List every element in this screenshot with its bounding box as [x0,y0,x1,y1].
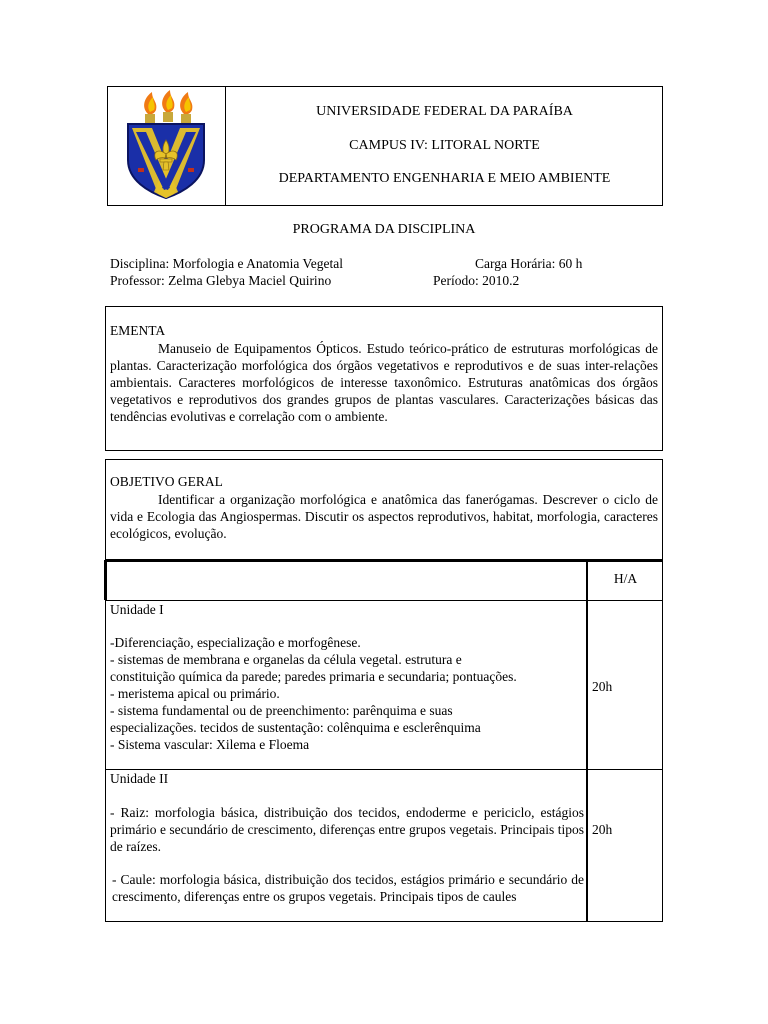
unit1-line: - sistemas de membrana e organelas da célula vegetal. estrutura e [110,652,462,667]
university-name: UNIVERSIDADE FEDERAL DA PARAÍBA [316,104,573,119]
table-header-rule [105,600,663,601]
ementa-text: Manuseio de Equipamentos Ópticos. Estudo teórico-prático de estruturas morfológicas de plantas. Caracterização morfológica dos órgãos vegetativos e reprodutivos e de suas inter-relações ambientais. Caracteres morfológicos de interesse taxonômico. Estruturas anatômicas dos órgãos vegetativos e reprodutivos dos grandes grupos de plantas vasculares. Caracterizações básicas das tendências evolutivas e correlação com o ambiente. [110,341,658,424]
table-header-left-rule [104,560,107,600]
unit1-line: - Sistema vascular: Xilema e Floema [110,737,310,752]
unit1-line: - sistema fundamental ou de preenchimento: parênquima e suas [110,703,453,718]
disciplina-label: Disciplina: Morfologia e Anatomia Vegetal [110,256,343,271]
unit2-title: Unidade II [110,771,169,786]
ha-column-header: H/A [613,571,638,586]
program-title: PROGRAMA DA DISCIPLINA [292,222,476,237]
objetivo-heading: OBJETIVO GERAL [110,474,223,489]
unit1-line: -Diferenciação, especialização e morfogênese. [110,635,361,650]
table-unit-rule [105,769,663,770]
torch-flames-icon [144,90,192,124]
professor-label: Professor: Zelma Glebya Maciel Quirino [110,273,332,288]
unit2-hours: 20h [592,822,613,837]
periodo-label: Período: 2010.2 [433,273,520,288]
department-name: DEPARTAMENTO ENGENHARIA E MEIO AMBIENTE [278,171,611,186]
unit1-line: especializações. tecidos de sustentação: colênquima e esclerênquima [110,720,481,735]
unit1-hours: 20h [592,679,613,694]
table-column-divider [586,560,588,922]
objetivo-text: Identificar a organização morfológica e anatômica das fanerógamas. Descrever o ciclo de vida e Ecologia das Angiospermas. Discutir os aspectos reprodutivos, habitat, morfologia, caracteres ecológicos, evolução. [110,492,658,541]
carga-horaria-label: Carga Horária: 60 h [475,256,583,271]
unit1-line: constituição química da parede; paredes primaria e secundaria; pontuações. [110,669,517,684]
university-crest-logo [118,88,214,200]
campus-name: CAMPUS IV: LITORAL NORTE [349,138,540,153]
unit2-caule-text: - Caule: morfologia básica, distribuição dos tecidos, estágios primário e secundário de crescimento, diferenças entre os grupos vegetais. Principais tipos de caules [112,872,584,904]
table-top-rule [105,559,663,562]
unit1-content [110,634,585,753]
unit1-line: - meristema apical ou primário. [110,686,280,701]
unit2-raiz-text: - Raiz: morfologia básica, distribuição dos tecidos, endoderme e periciclo, estágios primário e secundário de crescimento, diferenças entre grupos vegetais. Principais tipos de raízes. [110,805,584,854]
unit1-title: Unidade I [110,602,164,617]
ementa-heading: EMENTA [110,323,166,338]
